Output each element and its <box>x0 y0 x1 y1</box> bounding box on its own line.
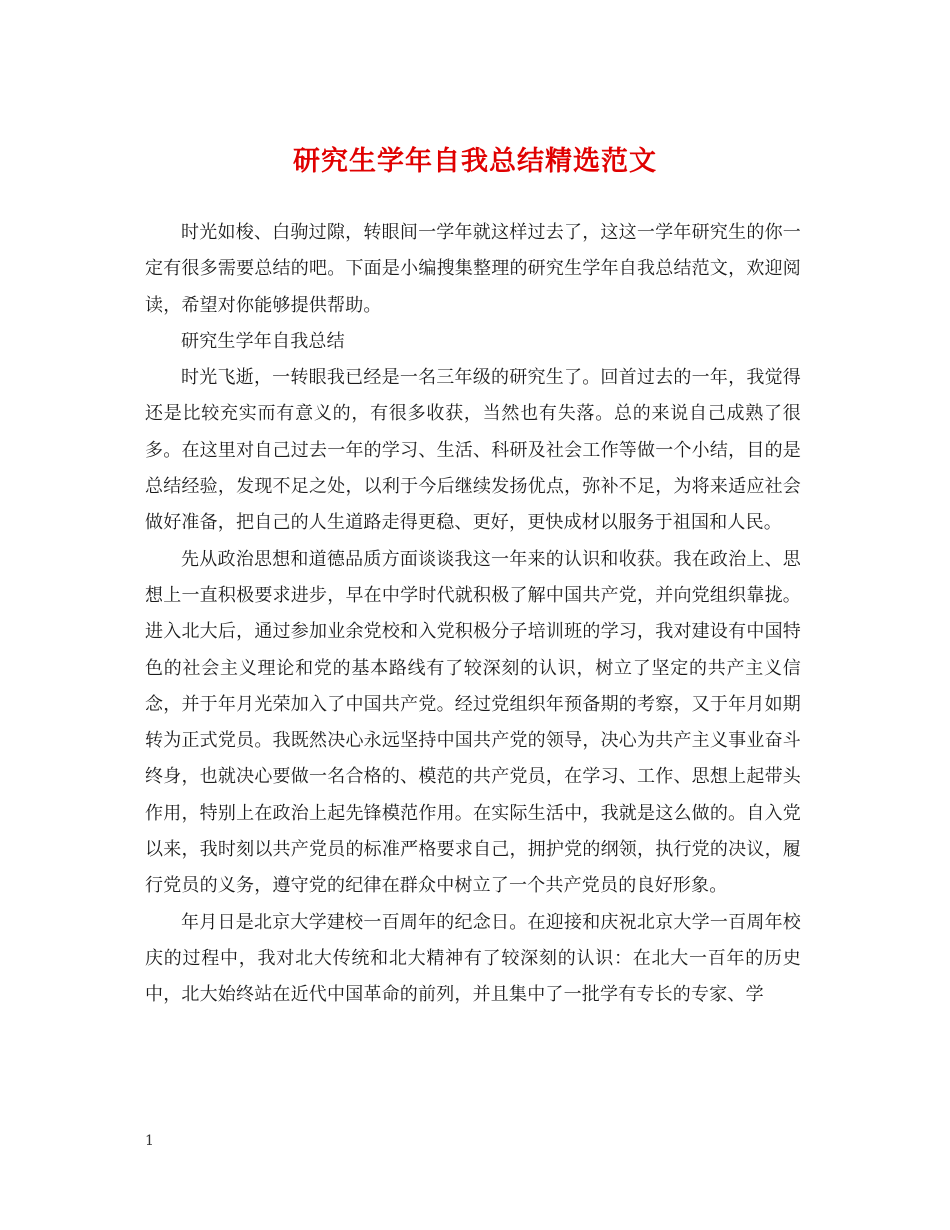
paragraph-politics: 先从政治思想和道德品质方面谈谈我这一年来的认识和收获。我在政治上、思想上一直积极要求进步，早在中学时代就积极了解中国共产党，并向党组织靠拢。进入北大后，通过参加业余党校和入党积极分子培训班的学习，我对建设有中国特色的社会主义理论和党的基本路线有了较深刻的认识，树立了坚定的共产主义信念，并于年月光荣加入了中国共产党。经过党组织年预备期的考察，又于年月如期转为正式党员。我既然决心永远坚持中国共产党的领导，决心为共产主义事业奋斗终身，也就决心要做一名合格的、模范的共产党员，在学习、工作、思想上起带头作用，特别上在政治上起先锋模范作用。在实际生活中，我就是这么做的。自入党以来，我时刻以共产党员的标准严格要求自己，拥护党的纲领，执行党的决议，履行党员的义务，遵守党的纪律在群众中树立了一个共产党员的良好形象。 <box>145 548 801 897</box>
paragraph-overview: 时光飞逝，一转眼我已经是一名三年级的研究生了。回首过去的一年，我觉得还是比较充实而有意义的，有很多收获，当然也有失落。总的来说自己成熟了很多。在这里对自己过去一年的学习、生活、科研及社会工作等做一个小结，目的是总结经验，发现不足之处，以利于今后继续发扬优点，弥补不足，为将来适应社会做好准备，把自己的人生道路走得更稳、更好，更快成材以服务于祖国和人民。 <box>145 367 801 534</box>
page-number: 1 <box>145 1133 154 1149</box>
paragraph-intro: 时光如梭、白驹过隙，转眼间一学年就这样过去了，这这一学年研究生的你一定有很多需要总结的吧。下面是小编搜集整理的研究生学年自我总结范文，欢迎阅读，希望对你能够提供帮助。 <box>145 222 801 316</box>
document-title: 研究生学年自我总结精选范文 <box>293 146 657 177</box>
paragraph-subheading: 研究生学年自我总结 <box>181 330 345 352</box>
document-body <box>145 215 801 1014</box>
paragraph-anniversary: 年月日是北京大学建校一百周年的纪念日。在迎接和庆祝北京大学一百周年校庆的过程中，我对北大传统和北大精神有了较深刻的认识：在北大一百年的历史中，北大始终站在近代中国革命的前列，并且集中了一批学有专长的专家、学 <box>145 911 801 1006</box>
